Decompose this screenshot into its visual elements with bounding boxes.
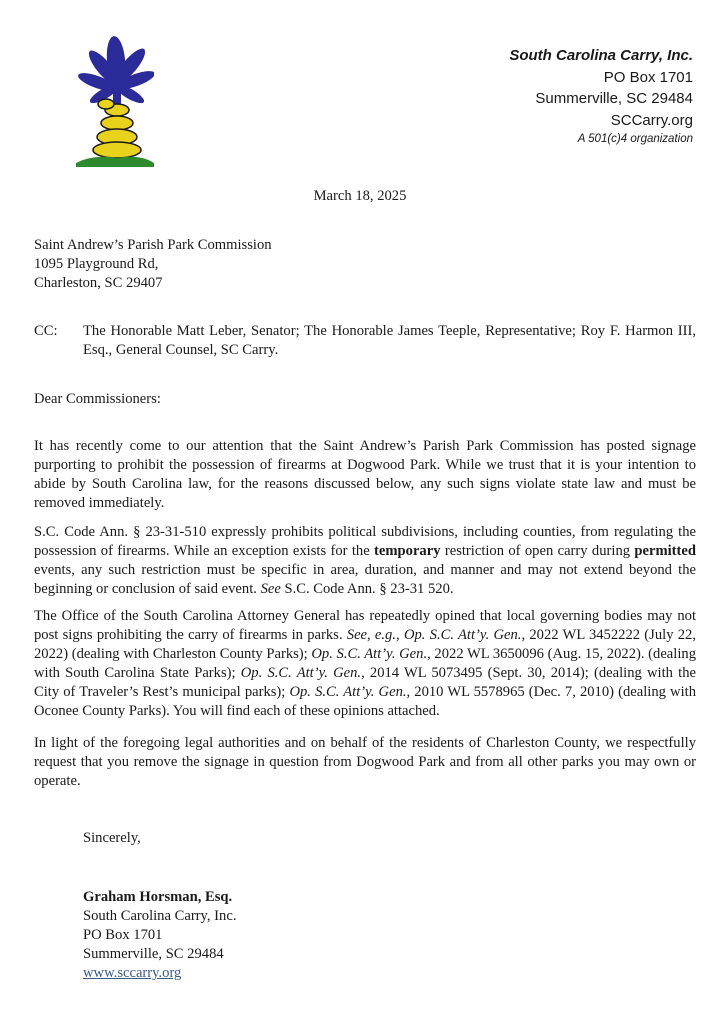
recipient-address <box>34 236 272 293</box>
salutation: Dear Commissioners: <box>34 391 161 407</box>
org-tagline: A 501(c)4 organization <box>577 133 693 145</box>
website-link[interactable]: www.sccarry.org <box>83 965 182 981</box>
signature-block <box>83 888 236 983</box>
org-po-box: PO Box 1701 <box>603 68 693 86</box>
organization-letterhead <box>509 45 693 148</box>
org-name: South Carolina Carry, Inc. <box>509 47 693 64</box>
paragraph-2: S.C. Code Ann. § 23-31-510 expressly prohibits political subdivisions, including counties, from regulating the possession of firearms. While an exception exists for the temporary restriction of open carry during permitted events, any such restriction must be specific in area, duration, and manner and may not extend beyond the beginning or conclusion of said event. See S.C. Code Ann. § 23-31 520. <box>34 524 696 597</box>
recipient-city: Charleston, SC 29407 <box>34 275 163 291</box>
letter-body <box>34 437 696 801</box>
cc-label: CC: <box>34 323 58 339</box>
cc-recipients: The Honorable Matt Leber, Senator; The Honorable James Teeple, Representative; Roy F. Harmon III, Esq., General Counsel, SC Carry. <box>83 323 696 358</box>
org-city: Summerville, SC 29484 <box>535 90 693 107</box>
signer-city: Summerville, SC 29484 <box>83 946 224 962</box>
recipient-street: 1095 Playground Rd, <box>34 256 159 272</box>
palmetto-crescent-snake-logo <box>34 30 154 170</box>
signer-po-box: PO Box 1701 <box>83 927 163 943</box>
recipient-name: Saint Andrew’s Parish Park Commission <box>34 237 272 253</box>
paragraph-4: In light of the foregoing legal authorities and on behalf of the residents of Charleston County, we respectfully request that you remove the signage in question from Dogwood Park and from all other parks you may own or operate. <box>34 735 696 789</box>
org-website: SCCarry.org <box>610 111 693 129</box>
cc-block <box>34 322 696 360</box>
closing: Sincerely, <box>83 830 141 846</box>
signer-name: Graham Horsman, Esq. <box>83 889 233 905</box>
letter-date: March 18, 2025 <box>313 188 407 204</box>
paragraph-3: The Office of the South Carolina Attorney General has repeatedly opined that local governing bodies may not post signs prohibiting the carry of firearms in parks. See, e.g., Op. S.C. Att’y. Gen., 2022 WL 3452222 (July 22, 2022) (dealing with Charleston County Parks); Op. S.C. Att’y. Gen., 2022 WL 3650096 (Aug. 15, 2022). (dealing with South Carolina State Parks); Op. S.C. Att’y. Gen., 2014 WL 5073495 (Sept. 30, 2014); (dealing with the City of Traveler’s Rest’s municipal parks); Op. S.C. Att’y. Gen., 2010 WL 5578965 (Dec. 7, 2010) (dealing with Oconee County Parks). You will find each of these opinions attached. <box>34 608 697 719</box>
paragraph-1: It has recently come to our attention that the Saint Andrew’s Parish Park Commission has posted signage purporting to prohibit the possession of firearms at Dogwood Park. While we trust that it is your intention to abide by South Carolina law, for the reasons discussed below, any such signs violate state law and must be removed immediately. <box>34 438 696 511</box>
signer-org: South Carolina Carry, Inc. <box>83 908 237 924</box>
